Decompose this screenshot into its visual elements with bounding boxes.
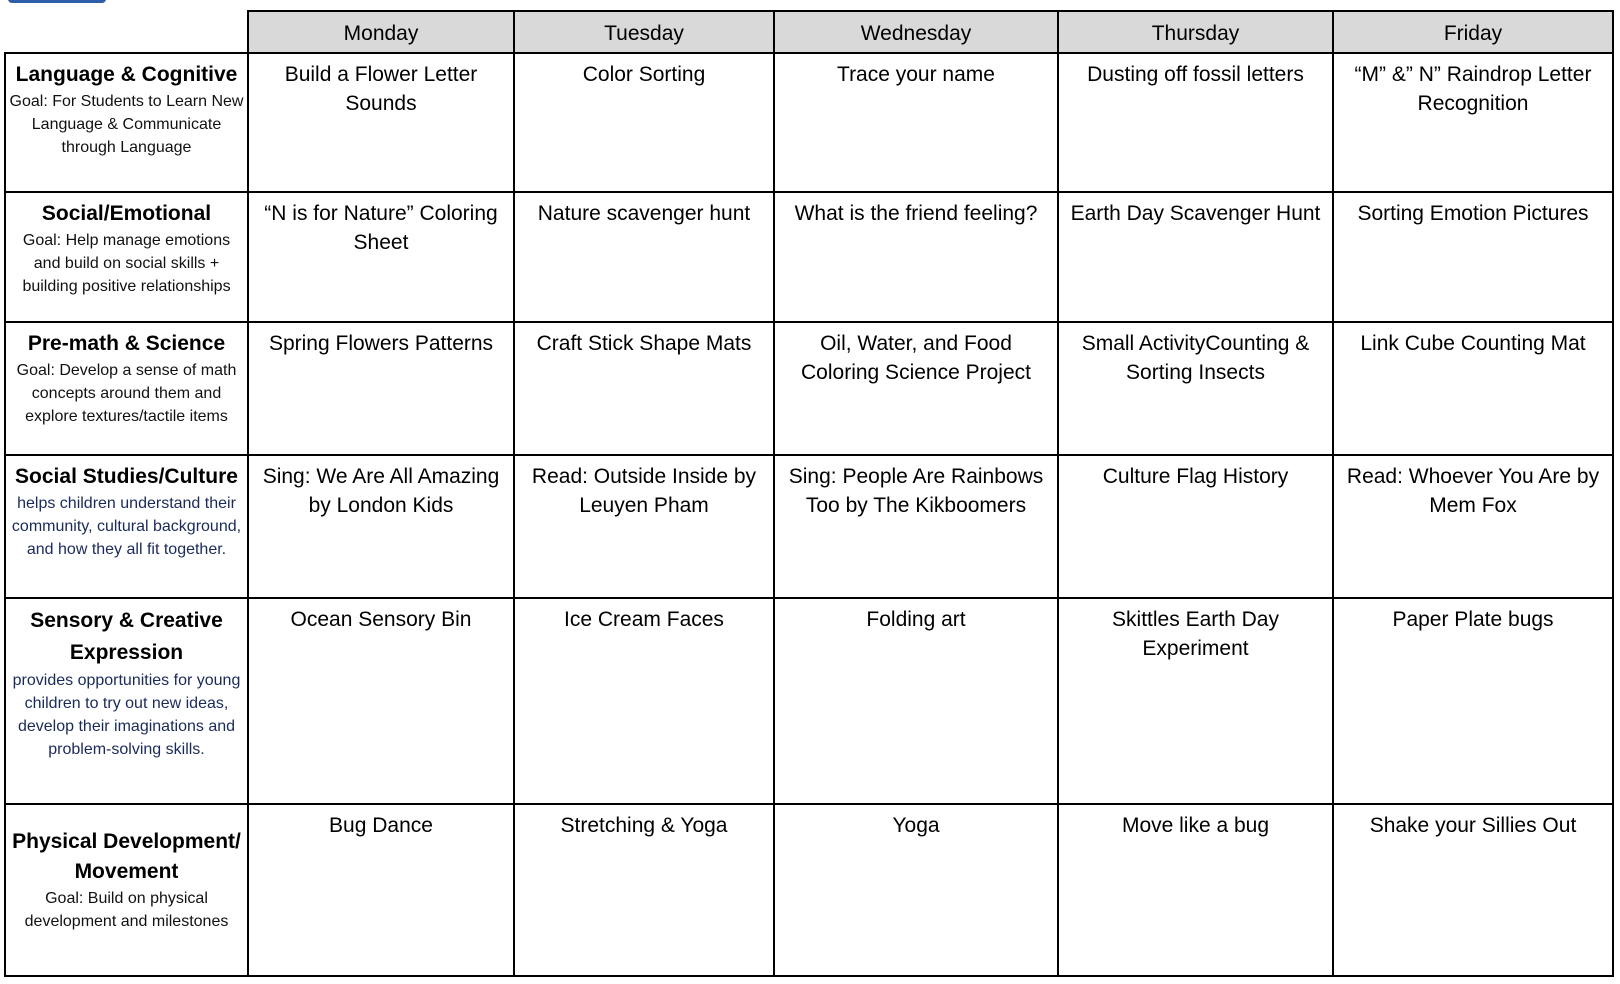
activity-cell: Build a Flower Letter Sounds xyxy=(249,54,515,193)
row-goal: Goal: Build on physical development and milestones xyxy=(24,890,229,930)
row-header-sensory-creative xyxy=(4,599,249,805)
row-title: Physical Development/ Movement xyxy=(12,830,241,883)
row-goal: provides opportunities for young children to try out new ideas, develop their imaginations and problem-solving skills. xyxy=(12,672,241,758)
activity-cell: Craft Stick Shape Mats xyxy=(515,323,775,456)
activity-cell: Paper Plate bugs xyxy=(1334,599,1614,805)
activity-cell: Ocean Sensory Bin xyxy=(249,599,515,805)
activity-cell: Earth Day Scavenger Hunt xyxy=(1059,193,1334,323)
activity-cell: Move like a bug xyxy=(1059,805,1334,977)
activity-cell: Dusting off fossil letters xyxy=(1059,54,1334,193)
row-goal: Goal: Develop a sense of math concepts around them and explore textures/tactile items xyxy=(16,362,237,425)
header-wednesday: Wednesday xyxy=(775,10,1059,54)
activity-cell: “M” &” N” Raindrop Letter Recognition xyxy=(1334,54,1614,193)
activity-cell: Bug Dance xyxy=(249,805,515,977)
row-goal: Goal: For Students to Learn New Language & Communicate through Language xyxy=(9,93,244,156)
row-header-social-emotional xyxy=(4,193,249,323)
activity-cell: Read: Outside Inside by Leuyen Pham xyxy=(515,456,775,599)
row-header-physical-development xyxy=(4,805,249,977)
activity-cell: Color Sorting xyxy=(515,54,775,193)
weekly-lesson-plan-table xyxy=(4,10,1614,977)
activity-cell: Yoga xyxy=(775,805,1059,977)
row-title: Social/Emotional xyxy=(41,202,212,225)
activity-cell: Stretching & Yoga xyxy=(515,805,775,977)
row-header-pre-math-science xyxy=(4,323,249,456)
activity-cell: Skittles Earth Day Experiment xyxy=(1059,599,1334,805)
row-goal: helps children understand their community, cultural background, and how they all fit together. xyxy=(11,495,242,558)
activity-cell: Sorting Emotion Pictures xyxy=(1334,193,1614,323)
activity-cell: Shake your Sillies Out xyxy=(1334,805,1614,977)
row-header-language-cognitive xyxy=(4,54,249,193)
header-thursday: Thursday xyxy=(1059,10,1334,54)
activity-cell: Trace your name xyxy=(775,54,1059,193)
activity-cell: Ice Cream Faces xyxy=(515,599,775,805)
table-corner xyxy=(4,10,249,54)
row-title: Language & Cognitive xyxy=(15,63,238,86)
activity-cell: Spring Flowers Patterns xyxy=(249,323,515,456)
activity-cell: Folding art xyxy=(775,599,1059,805)
activity-cell: “N is for Nature” Coloring Sheet xyxy=(249,193,515,323)
row-title: Pre-math & Science xyxy=(27,332,226,355)
activity-cell: Culture Flag History xyxy=(1059,456,1334,599)
row-goal: Goal: Help manage emotions and build on social skills + building positive relationships xyxy=(22,232,231,295)
activity-cell: Link Cube Counting Mat xyxy=(1334,323,1614,456)
activity-cell: Read: Whoever You Are by Mem Fox xyxy=(1334,456,1614,599)
row-title: Sensory & Creative Expression xyxy=(30,609,223,664)
activity-cell: Small ActivityCounting & Sorting Insects xyxy=(1059,323,1334,456)
top-tab-fragment xyxy=(8,0,106,3)
row-header-social-studies-culture xyxy=(4,456,249,599)
activity-cell: Sing: We Are All Amazing by London Kids xyxy=(249,456,515,599)
header-tuesday: Tuesday xyxy=(515,10,775,54)
header-monday: Monday xyxy=(249,10,515,54)
activity-cell: Oil, Water, and Food Coloring Science Project xyxy=(775,323,1059,456)
activity-cell: Nature scavenger hunt xyxy=(515,193,775,323)
activity-cell: What is the friend feeling? xyxy=(775,193,1059,323)
activity-cell: Sing: People Are Rainbows Too by The Kikboomers xyxy=(775,456,1059,599)
row-title: Social Studies/Culture xyxy=(15,465,238,488)
header-friday: Friday xyxy=(1334,10,1614,54)
